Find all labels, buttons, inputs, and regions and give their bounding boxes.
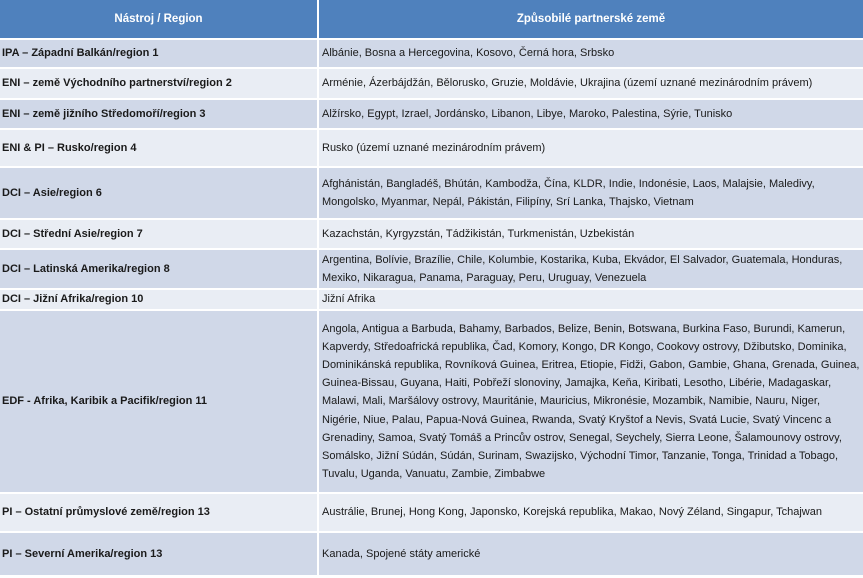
- header-instrument-region: Nástroj / Region: [0, 0, 318, 39]
- region-cell: PI – Ostatní průmyslové země/region 13: [0, 493, 318, 532]
- table-header-row: [0, 0, 863, 39]
- countries-cell: Alžírsko, Egypt, Izrael, Jordánsko, Libanon, Libye, Maroko, Palestina, Sýrie, Tunisko: [318, 99, 863, 129]
- table-row: [0, 68, 863, 99]
- countries-cell: Austrálie, Brunej, Hong Kong, Japonsko, Korejská republika, Makao, Nový Zéland, Singapur, Tchajwan: [318, 493, 863, 532]
- region-cell: ENI & PI – Rusko/region 4: [0, 129, 318, 167]
- table-row: [0, 39, 863, 68]
- table-row: [0, 249, 863, 289]
- region-cell: DCI – Asie/region 6: [0, 167, 318, 219]
- region-cell: DCI – Latinská Amerika/region 8: [0, 249, 318, 289]
- countries-cell: Arménie, Ázerbájdžán, Bělorusko, Gruzie, Moldávie, Ukrajina (území uznané mezinárodním právem): [318, 68, 863, 99]
- table-row: [0, 289, 863, 310]
- header-eligible-countries: Způsobilé partnerské země: [318, 0, 863, 39]
- table-row: [0, 532, 863, 576]
- region-cell: ENI – země Východního partnerství/region 2: [0, 68, 318, 99]
- region-cell: ENI – země jižního Středomoří/region 3: [0, 99, 318, 129]
- countries-cell: Afghánistán, Bangladéš, Bhútán, Kambodža, Čína, KLDR, Indie, Indonésie, Laos, Malajsie, Maledivy, Mongolsko, Myanmar, Nepál, Pákistán, Filipíny, Srí Lanka, Thajsko, Vietnam: [318, 167, 863, 219]
- countries-cell: Rusko (území uznané mezinárodním právem): [318, 129, 863, 167]
- table-row: [0, 219, 863, 249]
- table-row: [0, 99, 863, 129]
- region-cell: EDF - Afrika, Karibik a Pacifik/region 11: [0, 310, 318, 493]
- region-cell: PI – Severní Amerika/region 13: [0, 532, 318, 576]
- table-row: [0, 310, 863, 493]
- table-row: [0, 129, 863, 167]
- countries-cell: Argentina, Bolívie, Brazílie, Chile, Kolumbie, Kostarika, Kuba, Ekvádor, El Salvador, Guatemala, Honduras, Mexiko, Nikaragua, Panama, Paraguay, Peru, Uruguay, Venezuela: [318, 249, 863, 289]
- countries-cell: Kanada, Spojené státy americké: [318, 532, 863, 576]
- countries-cell: Jižní Afrika: [318, 289, 863, 310]
- countries-cell: Kazachstán, Kyrgyzstán, Tádžikistán, Turkmenistán, Uzbekistán: [318, 219, 863, 249]
- region-cell: DCI – Střední Asie/region 7: [0, 219, 318, 249]
- countries-cell: Angola, Antigua a Barbuda, Bahamy, Barbados, Belize, Benin, Botswana, Burkina Faso, Burundi, Kamerun, Kapverdy, Středoafrická republika, Čad, Komory, Kongo, DR Kongo, Cookovy ostrovy, Džibutsko, Dominika, Dominikánská republika, Rovníková Guinea, Eritrea, Etiopie, Fidži, Gabon, Gambie, Ghana, Grenada, Guinea, Guinea-Bissau, Guyana, Haiti, Pobřeží slonoviny, Jamajka, Keňa, Kiribati, Lesotho, Libérie, Madagaskar, Malawi, Mali, Maršálovy ostrovy, Mauritánie, Mauricius, Mikronésie, Mozambik, Namibie, Nauru, Niger, Nigérie, Niue, Palau, Papua-Nová Guinea, Rwanda, Svatý Kryštof a Nevis, Svatá Lucie, Svatý Vincenc a Grenadiny, Samoa, Svatý Tomáš a Princův ostrov, Senegal, Seychely, Sierra Leone, Šalamounovy ostrovy, Somálsko, Jižní Súdán, Súdán, Surinam, Swazijsko, Východní Timor, Tanzanie, Tonga, Trinidad a Tobago, Tuvalu, Uganda, Vanuatu, Zambie, Zimbabwe: [318, 310, 863, 493]
- table-row: [0, 493, 863, 532]
- region-cell: DCI – Jižní Afrika/region 10: [0, 289, 318, 310]
- region-cell: IPA – Západní Balkán/region 1: [0, 39, 318, 68]
- countries-cell: Albánie, Bosna a Hercegovina, Kosovo, Černá hora, Srbsko: [318, 39, 863, 68]
- table-row: [0, 167, 863, 219]
